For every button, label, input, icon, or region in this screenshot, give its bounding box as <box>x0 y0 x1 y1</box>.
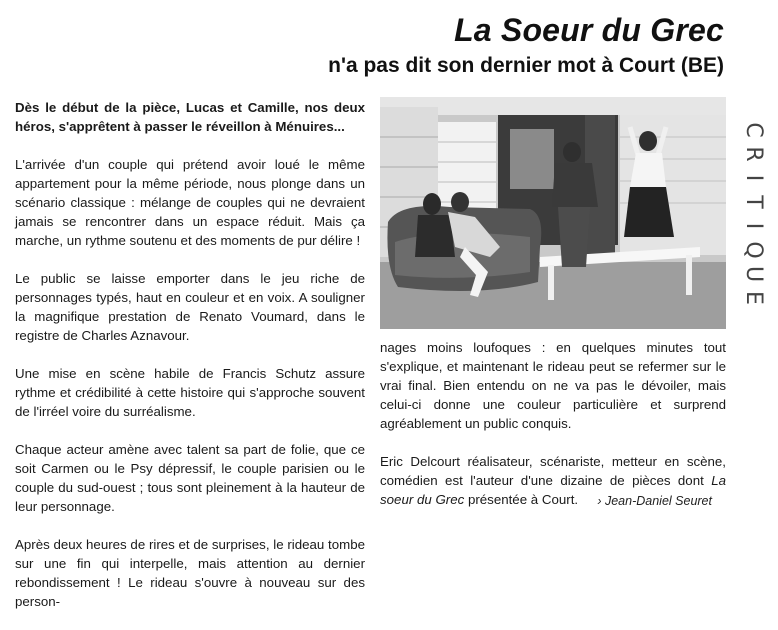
body-paragraph: Chaque acteur amène avec talent sa part de folie, que ce soit Carmen ou le Psy dépressif, le couple parisien ou le couple du sud-ouest ; tous sont pleinement à la hauteur de leur personnage. <box>15 442 365 514</box>
section-label-letter: R <box>741 146 766 162</box>
lead-paragraph: Dès le début de la pièce, Lucas et Camille, nos deux héros, s'apprêtent à passer le réveillon à Ménuires... <box>15 100 365 134</box>
section-label <box>740 118 766 310</box>
play-title: La soeur du Grec <box>380 473 726 507</box>
section-label-letter: I <box>741 222 766 230</box>
section-label-letter: E <box>741 291 766 305</box>
left-column <box>15 98 365 630</box>
byline: › Jean-Daniel Seuret <box>597 494 712 508</box>
author-paragraph-end: présentée à Court. <box>464 492 579 507</box>
section-label-letter: U <box>741 265 766 283</box>
stage-photo <box>380 97 726 329</box>
section-label-letter: Q <box>741 241 766 259</box>
body-paragraph: Une mise en scène habile de Francis Schutz assure rythme et crédibilité à cette histoire qui s'approche souvent de l'irréel voire du surréalisme. <box>15 366 365 419</box>
body-paragraph: nages moins loufoques : en quelques minutes tout s'explique, et maintenant le rideau peut se refermer sur le vrai final. Bien entendu on ne va pas le dévoiler, mais celui-ci donne une couleur particulière et surprend agréablement un public conquis. <box>380 340 726 431</box>
article-title: La Soeur du Grec <box>454 12 724 48</box>
body-paragraph: L'arrivée d'un couple qui prétend avoir loué le même appartement pour la même période, nous plonge dans un scénario classique : mélange de couples qui ne devraient jamais se rencontrer dans un espace réduit. Mais ça marche, un rythme soutenu et des moments de pur délire ! <box>15 157 365 248</box>
author-paragraph-text: Eric Delcourt réalisateur, scénariste, metteur en scène, comédien est l'auteur d'une dizaine de pièces dont <box>380 454 726 488</box>
section-label-letter: C <box>741 122 766 138</box>
section-label-letter: I <box>741 174 766 182</box>
stage-photo-illustration <box>380 97 726 329</box>
section-label-letter: T <box>741 195 766 209</box>
article-subtitle: n'a pas dit son dernier mot à Court (BE) <box>328 54 724 77</box>
body-paragraph: Après deux heures de rires et de surprises, le rideau tombe sur une fin qui interpelle, mais attention au dernier rebondissement ! Le rideau s'ouvre à nouveau sur des person- <box>15 537 365 609</box>
body-paragraph: Le public se laisse emporter dans le jeu riche de personnages typés, haut en couleur et en voix. A souligner la magnifique prestation de Renato Voumard, dans le registre de Charles Aznavour. <box>15 271 365 343</box>
